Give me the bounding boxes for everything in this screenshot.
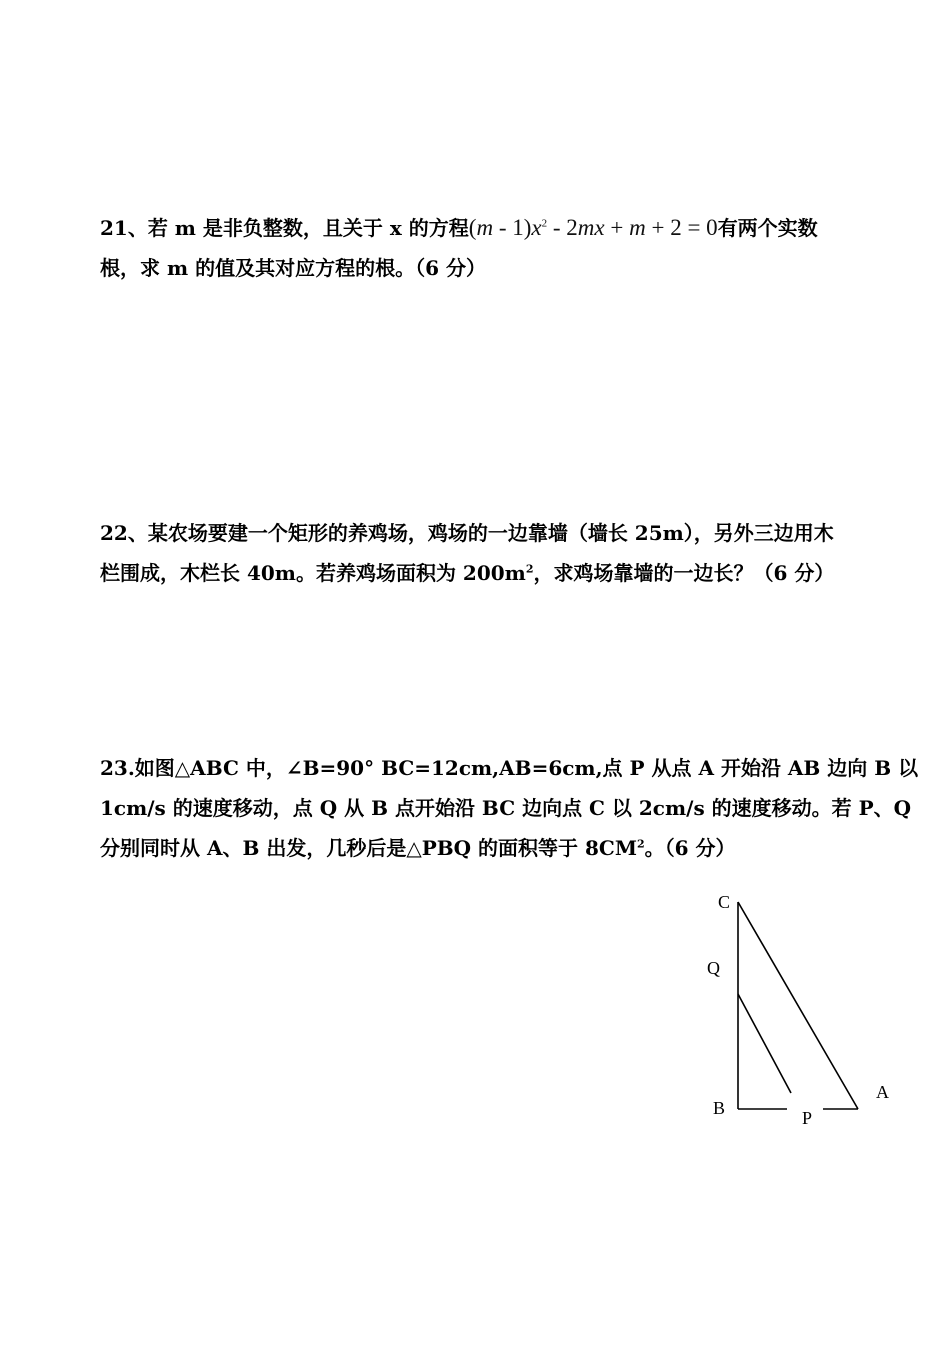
problem-21-text-start: 21、若 m 是非负整数，且关于 x 的方程 [100,216,469,240]
equation-21-minus-one: - 1) [493,215,532,240]
problem-22 [100,513,860,593]
label-q: Q [707,958,720,978]
problem-21 [100,208,860,288]
label-b: B [713,1098,726,1118]
label-c: C [718,892,731,912]
problem-21-text-end: 有两个实数 [717,216,818,240]
problem-23-text-start: 分别同时从 A、B 出发，几秒后是△PBQ 的面积等于 8CM [100,836,637,860]
equation-21-minus-two: - 2 [547,215,578,240]
problem-21-line-2: 根，求 m 的值及其对应方程的根。（6 分） [100,256,486,280]
segment-qp [738,994,791,1093]
equation-21-plus: + [604,215,630,240]
problem-23 [100,748,919,868]
equation-21-m-second: m [629,215,646,240]
problem-23-line-1: 23.如图△ABC 中，∠B=90° BC=12cm,AB=6cm,点 P 从点 A 开始沿 AB 边向 B 以 [100,756,919,780]
equation-21-x: x [531,215,542,240]
problem-23-text-end: 。（6 分） [644,836,736,860]
triangle-figure [690,880,910,1140]
equation-21-tail: + 2 = 0 [645,215,718,240]
segment-ca [738,902,858,1109]
label-a: A [876,1082,889,1102]
problem-22-line-1: 22、某农场要建一个矩形的养鸡场，鸡场的一边靠墙（墙长 25m），另外三边用木 [100,521,834,545]
equation-21-open-paren: ( [468,215,477,240]
problem-22-text-start: 栏围成，木栏长 40m。若养鸡场面积为 200m [100,561,526,585]
equation-21 [469,215,718,240]
problem-23-line-2: 1cm/s 的速度移动，点 Q 从 B 点开始沿 BC 边向点 C 以 2cm/s 的速度移动。若 P、Q [100,796,912,820]
problem-22-line-2 [100,553,860,593]
label-p: P [802,1108,813,1128]
equation-21-exponent: 2 [541,217,548,230]
problem-21-line-1 [100,208,860,248]
problem-23-area-exponent: 2 [637,837,645,851]
equation-21-m: m [476,215,494,240]
problem-23-line-3 [100,828,860,868]
problem-22-area-exponent: 2 [525,562,534,576]
problem-22-text-end: ，求鸡场靠墙的一边长？（6 分） [533,561,835,585]
equation-21-mx: mx [577,215,605,240]
